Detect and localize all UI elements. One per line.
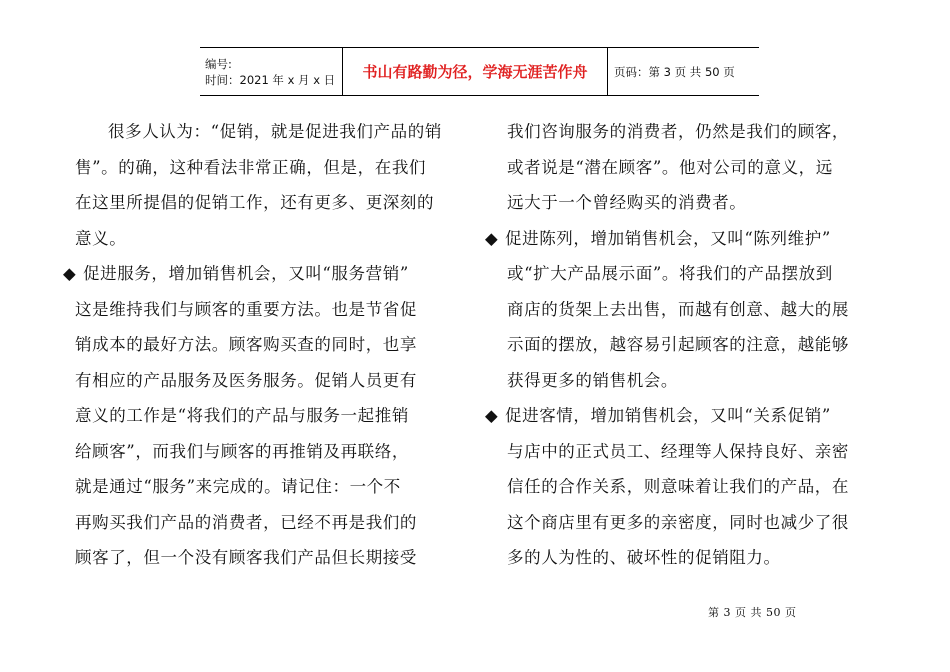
bullet-service [63,256,470,576]
text-line: 促进服务，增加销售机会，又叫“服务营销” [83,264,409,283]
diamond-bullet-icon: ◆ [485,228,499,248]
text-line: 与店中的正式员工、经理等人保持良好、亲密 [507,441,849,461]
page-footer: 第 3 页 共 50 页 [708,606,797,619]
continued-paragraph [485,114,895,221]
text-line: 多的人为性的、破坏性的促销阻力。 [507,548,781,567]
text-line: 售”。的确，这种看法非常正确，但是，在我们 [75,157,427,177]
text-line: 促进客情，增加销售机会，又叫“关系促销” [505,406,831,425]
text-line: 信任的合作关系，则意味着让我们的产品，在 [507,477,849,496]
text-line: 在这里所提倡的促销工作，还有更多、更深刻的 [75,193,435,212]
header-table [200,47,759,96]
text-line: 意义的工作是“将我们的产品与服务一起推销 [75,406,409,425]
header-time-label: 时间：2021 年 x 月 x 日 [205,72,336,87]
text-line: 就是通过“服务”来完成的。请记住：一个不 [75,477,401,496]
diamond-bullet-icon: ◆ [63,264,77,283]
header-page-info: 页码：第 3 页 共 50 页 [608,48,760,96]
text-line: 我们咨询服务的消费者，仍然是我们的顾客， [507,122,849,141]
text-line: 很多人认为：“促销，就是促进我们产品的销 [108,122,442,141]
text-line: 意义。 [75,228,127,248]
text-line: 促进陈列，增加销售机会，又叫“陈列维护” [505,228,831,248]
right-column [485,114,895,576]
text-line: 或者说是“潜在顾客”。他对公司的意义，远 [507,157,833,177]
header-motto: 书山有路勤为径，学海无涯苦作舟 [343,48,608,96]
text-line: 这个商店里有更多的亲密度，同时也减少了很 [507,512,849,532]
text-line: 或“扩大产品展示面”。将我们的产品摆放到 [507,264,833,283]
intro-paragraph [75,114,470,256]
text-line: 获得更多的销售机会。 [507,370,678,390]
left-column [63,114,470,576]
header-meta-cell [200,48,343,96]
text-line: 远大于一个曾经购买的消费者。 [507,193,747,212]
bullet-relationship [485,398,895,576]
text-line: 商店的货架上去出售，而越有创意、越大的展 [507,299,849,319]
text-line: 再购买我们产品的消费者，已经不再是我们的 [75,512,417,532]
text-line: 这是维持我们与顾客的重要方法。也是节省促 [75,299,417,319]
text-line: 有相应的产品服务及医务服务。促销人员更有 [75,370,417,390]
bullet-display [485,221,895,399]
header-number-label: 编号: [205,56,232,71]
text-line: 销成本的最好方法。顾客购买查的同时，也享 [75,335,417,354]
text-line: 示面的摆放，越容易引起顾客的注意，越能够 [507,335,849,354]
text-line: 顾客了，但一个没有顾客我们产品但长期接受 [75,548,417,567]
diamond-bullet-icon: ◆ [485,406,499,425]
text-line: 给顾客”，而我们与顾客的再推销及再联络， [75,441,409,461]
